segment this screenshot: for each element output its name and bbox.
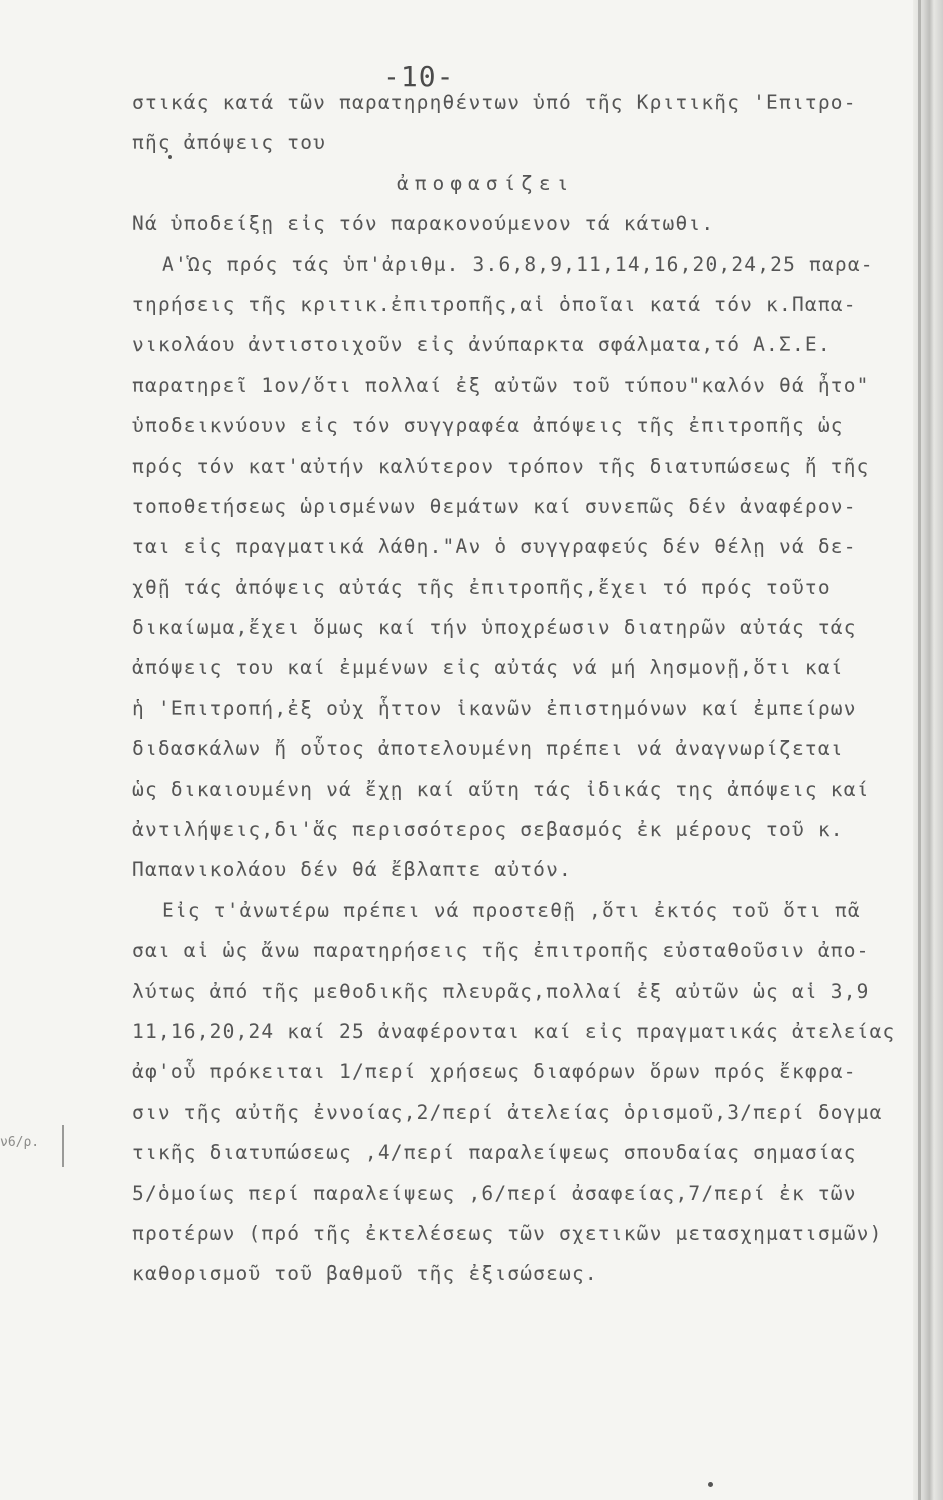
text-line: χθῇ τάς ἀπόψεις αὐτάς τῆς ἐπιτροπῆς,ἔχει τό πρός τοῦτο <box>132 575 831 599</box>
text-line-heading: ἀποφασίζει <box>397 171 575 195</box>
page-number: -10- <box>383 60 455 93</box>
text-line: 5/ὁμοίως περί παραλείψεως ,6/περί ἀσαφείας,7/περί ἐκ τῶν <box>132 1181 857 1205</box>
text-line: προτέρων (πρό τῆς ἐκτελέσεως τῶν σχετικῶν μετασχηματισμῶν) <box>132 1221 883 1245</box>
text-line: Α'Ὡς πρός τάς ὑπ'ἀριθμ. 3.6,8,9,11,14,16,20,24,25 παρα- <box>162 252 874 276</box>
text-line: πρός τόν κατ'αὐτήν καλύτερον τρόπον τῆς διατυπώσεως ἤ τῆς <box>132 454 870 478</box>
margin-mark <box>62 1125 64 1167</box>
text-line: Παπανικολάου δέν θά ἔβλαπτε αὐτόν. <box>132 858 572 882</box>
text-line: ἡ 'Επιτροπή,ἐξ οὐχ ἧττον ἱκανῶν ἐπιστημόνων καί ἐμπείρων <box>132 696 857 720</box>
text-line: ται εἰς πραγματικά λάθη."Αν ὁ συγγραφεύς δέν θέλῃ νά δε- <box>132 535 857 559</box>
text-line: τικῆς διατυπώσεως ,4/περί παραλείψεως σπουδαίας σημασίας <box>132 1141 857 1165</box>
text-line: πῆς ἀπόψεις του <box>132 131 327 155</box>
text-line: ὑποδεικνύουν εἰς τόν συγγραφέα ἀπόψεις τῆς ἐπιτροπῆς ὡς <box>132 414 844 438</box>
text-line: λύτως ἀπό τῆς μεθοδικῆς πλευρᾶς,πολλαί ἐξ αὐτῶν ὡς αἱ 3,9 <box>132 979 870 1003</box>
text-line: σαι αἱ ὡς ἄνω παρατηρήσεις τῆς ἐπιτροπῆς εὐσταθοῦσιν ἀπο- <box>132 939 870 963</box>
binding-line <box>918 0 921 1500</box>
text-line: καθορισμοῦ τοῦ βαθμοῦ τῆς ἐξισώσεως. <box>132 1262 598 1286</box>
text-line: τοποθετήσεως ὡρισμένων θεμάτων καί συνεπῶς δέν ἀναφέρον- <box>132 494 857 518</box>
text-line: τηρήσεις τῆς κριτικ.ἐπιτροπῆς,αἱ ὁποῖαι κατά τόν κ.Παπα- <box>132 292 857 316</box>
text-line: διδασκάλων ἤ οὗτος ἀποτελουμένη πρέπει νά ἀναγνωρίζεται <box>132 737 844 761</box>
ink-dot <box>708 1482 713 1487</box>
text-line: ὡς δικαιουμένη νά ἔχῃ καί αὕτη τάς ἰδικάς της ἀπόψεις καί <box>132 777 870 801</box>
text-line: στικάς κατά τῶν παρατηρηθέντων ὑπό τῆς Κριτικῆς 'Επιτρο- <box>132 91 857 114</box>
text-line: ἀπόψεις του καί ἐμμένων εἰς αὐτάς νά μή λησμονῇ,ὅτι καί <box>132 656 844 680</box>
ink-dot <box>168 155 172 159</box>
text-line: Εἰς τ'ἀνωτέρω πρέπει νά προστεθῇ ,ὅτι ἐκτός τοῦ ὅτι πᾶ <box>162 898 861 922</box>
text-line: νικολάου ἀντιστοιχοῦν εἰς ἀνύπαρκτα σφάλματα,τό Α.Σ.Ε. <box>132 333 831 357</box>
text-line: ἀντιλήψεις,δι'ἅς περισσότερος σεβασμός ἐκ μέρους τοῦ κ. <box>132 818 844 842</box>
margin-note: ν6/ρ. <box>0 1135 40 1150</box>
typed-text-body <box>132 83 902 1295</box>
text-line: παρατηρεῖ 1ον/ὅτι πολλαί ἐξ αὐτῶν τοῦ τύπου"καλόν θά ἦτο" <box>132 373 870 397</box>
text-line: ἀφ'οὗ πρόκειται 1/περί χρήσεως διαφόρων ὅρων πρός ἔκφρα- <box>132 1060 857 1084</box>
text-line: δικαίωμα,ἔχει ὅμως καί τήν ὑποχρέωσιν διατηρῶν αὐτάς τάς <box>132 616 857 640</box>
text-line: Νά ὑποδείξῃ εἰς τόν παρακονούμενον τά κάτωθι. <box>132 212 715 236</box>
text-line: 11,16,20,24 καί 25 ἀναφέρονται καί εἰς πραγματικάς ἀτελείας <box>132 1019 896 1043</box>
text-line: σιν τῆς αὐτῆς ἐννοίας,2/περί ἀτελείας ὁρισμοῦ,3/περί δογμα <box>132 1100 883 1124</box>
